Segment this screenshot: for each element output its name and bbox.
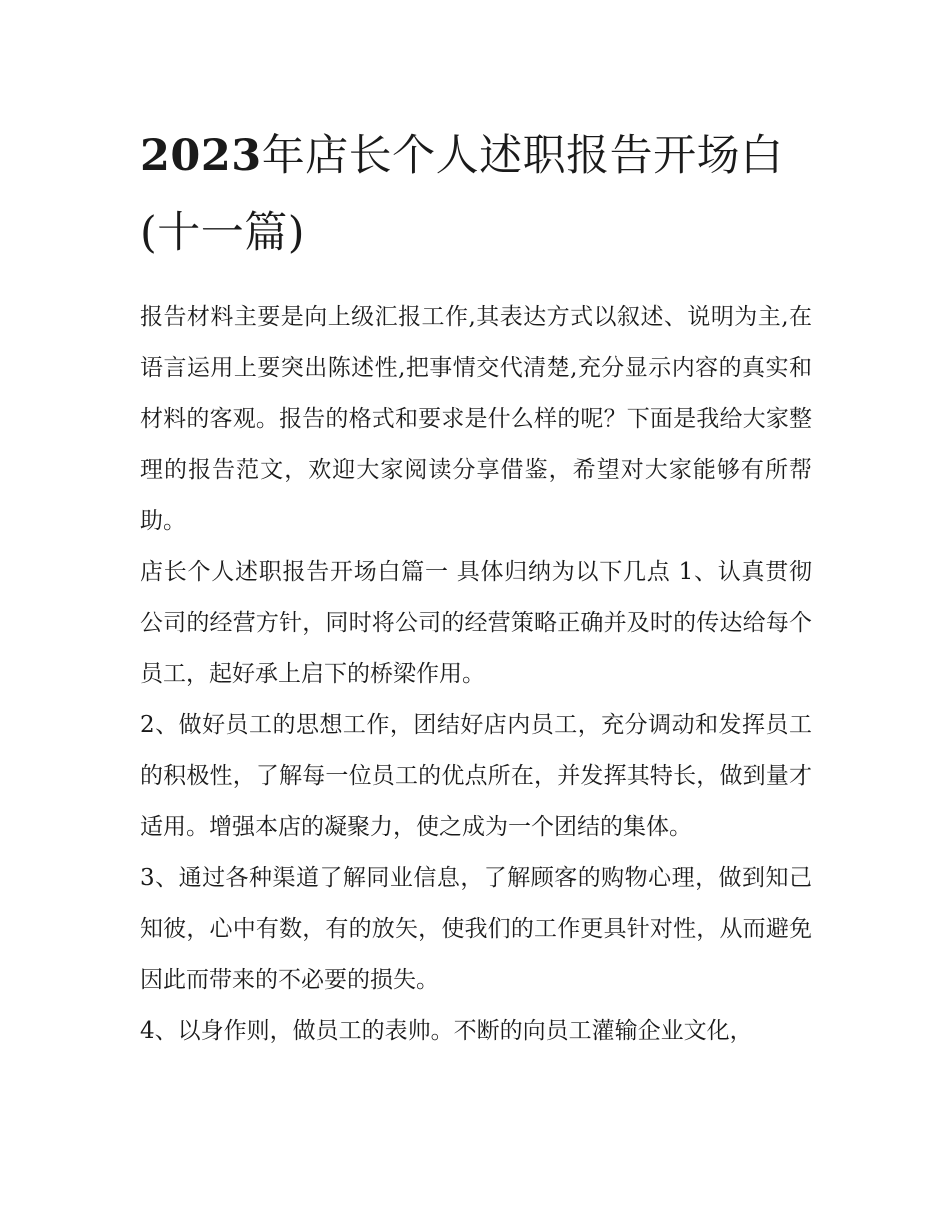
paragraph-intro: 报告材料主要是向上级汇报工作,其表达方式以叙述、说明为主,在语言运用上要突出陈述性,把事情交代清楚,充分显示内容的真实和材料的客观。报告的格式和要求是什么样的呢？下面是我给大家整理的报告范文，欢迎大家阅读分享借鉴，希望对大家能够有所帮助。 bbox=[140, 304, 812, 534]
paragraph-point-1: 店长个人述职报告开场白篇一 具体归纳为以下几点 1、认真贯彻公司的经营方针，同时将公司的经营策略正确并及时的传达给每个员工，起好承上启下的桥梁作用。 bbox=[140, 559, 812, 687]
document-body bbox=[140, 118, 812, 1057]
title-year: 2023 bbox=[140, 131, 262, 181]
paragraph-point-3: 3、通过各种渠道了解同业信息，了解顾客的购物心理，做到知己知彼，心中有数，有的放矢，使我们的工作更具针对性，从而避免因此而带来的不必要的损失。 bbox=[140, 865, 812, 993]
paragraph-point-4: 4、以身作则，做员工的表帅。不断的向员工灌输企业文化， bbox=[140, 1018, 753, 1044]
document-title bbox=[140, 118, 812, 272]
title-text: 年店长个人述职报告开场白(十一篇) bbox=[140, 131, 784, 258]
paragraph-point-2: 2、做好员工的思想工作，团结好店内员工，充分调动和发挥员工的积极性，了解每一位员工的优点所在，并发挥其特长，做到量才适用。增强本店的凝聚力，使之成为一个团结的集体。 bbox=[140, 712, 812, 840]
